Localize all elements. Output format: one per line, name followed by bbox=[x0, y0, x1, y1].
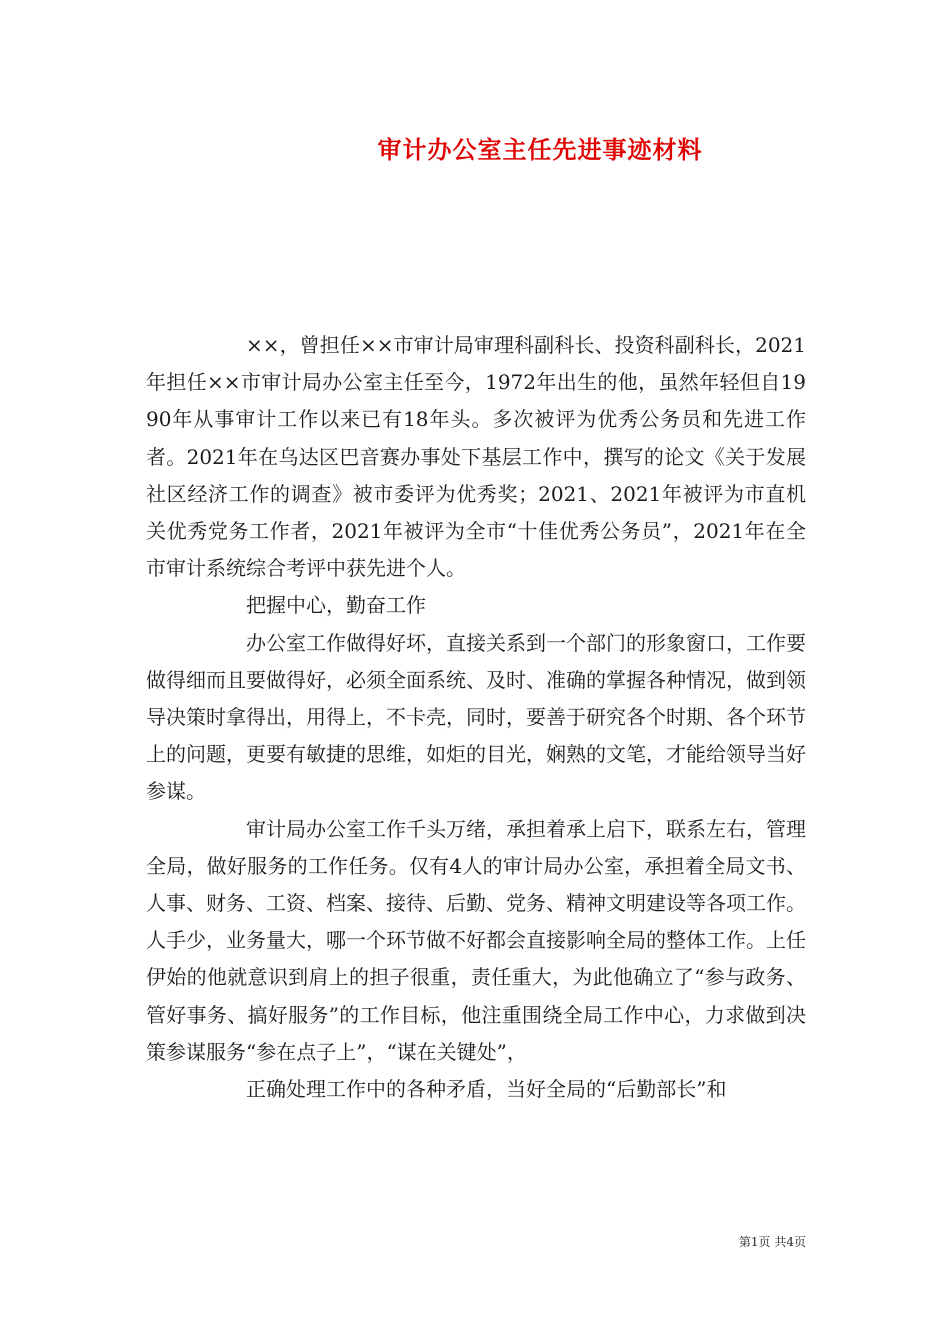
paragraph-intro: ××，曾担任××市审计局审理科副科长、投资科副科长，2021年担任××市审计局办公室主任至今，1972年出生的他，虽然年轻但自1990年从事审计工作以来已有18年头。多次被评为优秀公务员和先进工作者。2021年在乌达区巴音赛办事处下基层工作中，撰写的论文《关于发展社区经济工作的调查》被市委评为优秀奖；2021、2021年被评为市直机关优秀党务工作者，2021年被评为全市“十佳优秀公务员”，2021年在全市审计系统综合考评中获先进个人。 bbox=[146, 333, 806, 581]
paragraph-office-duties: 审计局办公室工作千头万绪，承担着承上启下，联系左右，管理全局，做好服务的工作任务。仅有4人的审计局办公室，承担着全局文书、人事、财务、工资、档案、接待、后勤、党务、精神文明建设等各项工作。人手少，业务量大，哪一个环节做不好都会直接影响全局的整体工作。上任伊始的他就意识到肩上的担子很重，责任重大，为此他确立了“参与政务、管好事务、搞好服务”的工作目标，他注重围绕全局工作中心，力求做到决策参谋服务“参在点子上”，“谋在关键处”， bbox=[146, 816, 806, 1064]
paragraph-contradictions: 正确处理工作中的各种矛盾，当好全局的“后勤部长”和 bbox=[246, 1077, 727, 1102]
document-body bbox=[146, 327, 806, 1108]
paragraph-office-work: 办公室工作做得好坏，直接关系到一个部门的形象窗口，工作要做得细而且要做得好，必须全面系统、及时、准确的掌握各种情况，做到领导决策时拿得出，用得上，不卡壳，同时，要善于研究各个时期、各个环节上的问题，更要有敏捷的思维，如炬的目光，娴熟的文笔，才能给领导当好参谋。 bbox=[146, 630, 806, 804]
document-title: 审计办公室主任先进事迹材料 bbox=[377, 135, 703, 164]
page-number: 第1页 共4页 bbox=[738, 1235, 806, 1249]
section-heading: 把握中心，勤奋工作 bbox=[246, 593, 426, 618]
